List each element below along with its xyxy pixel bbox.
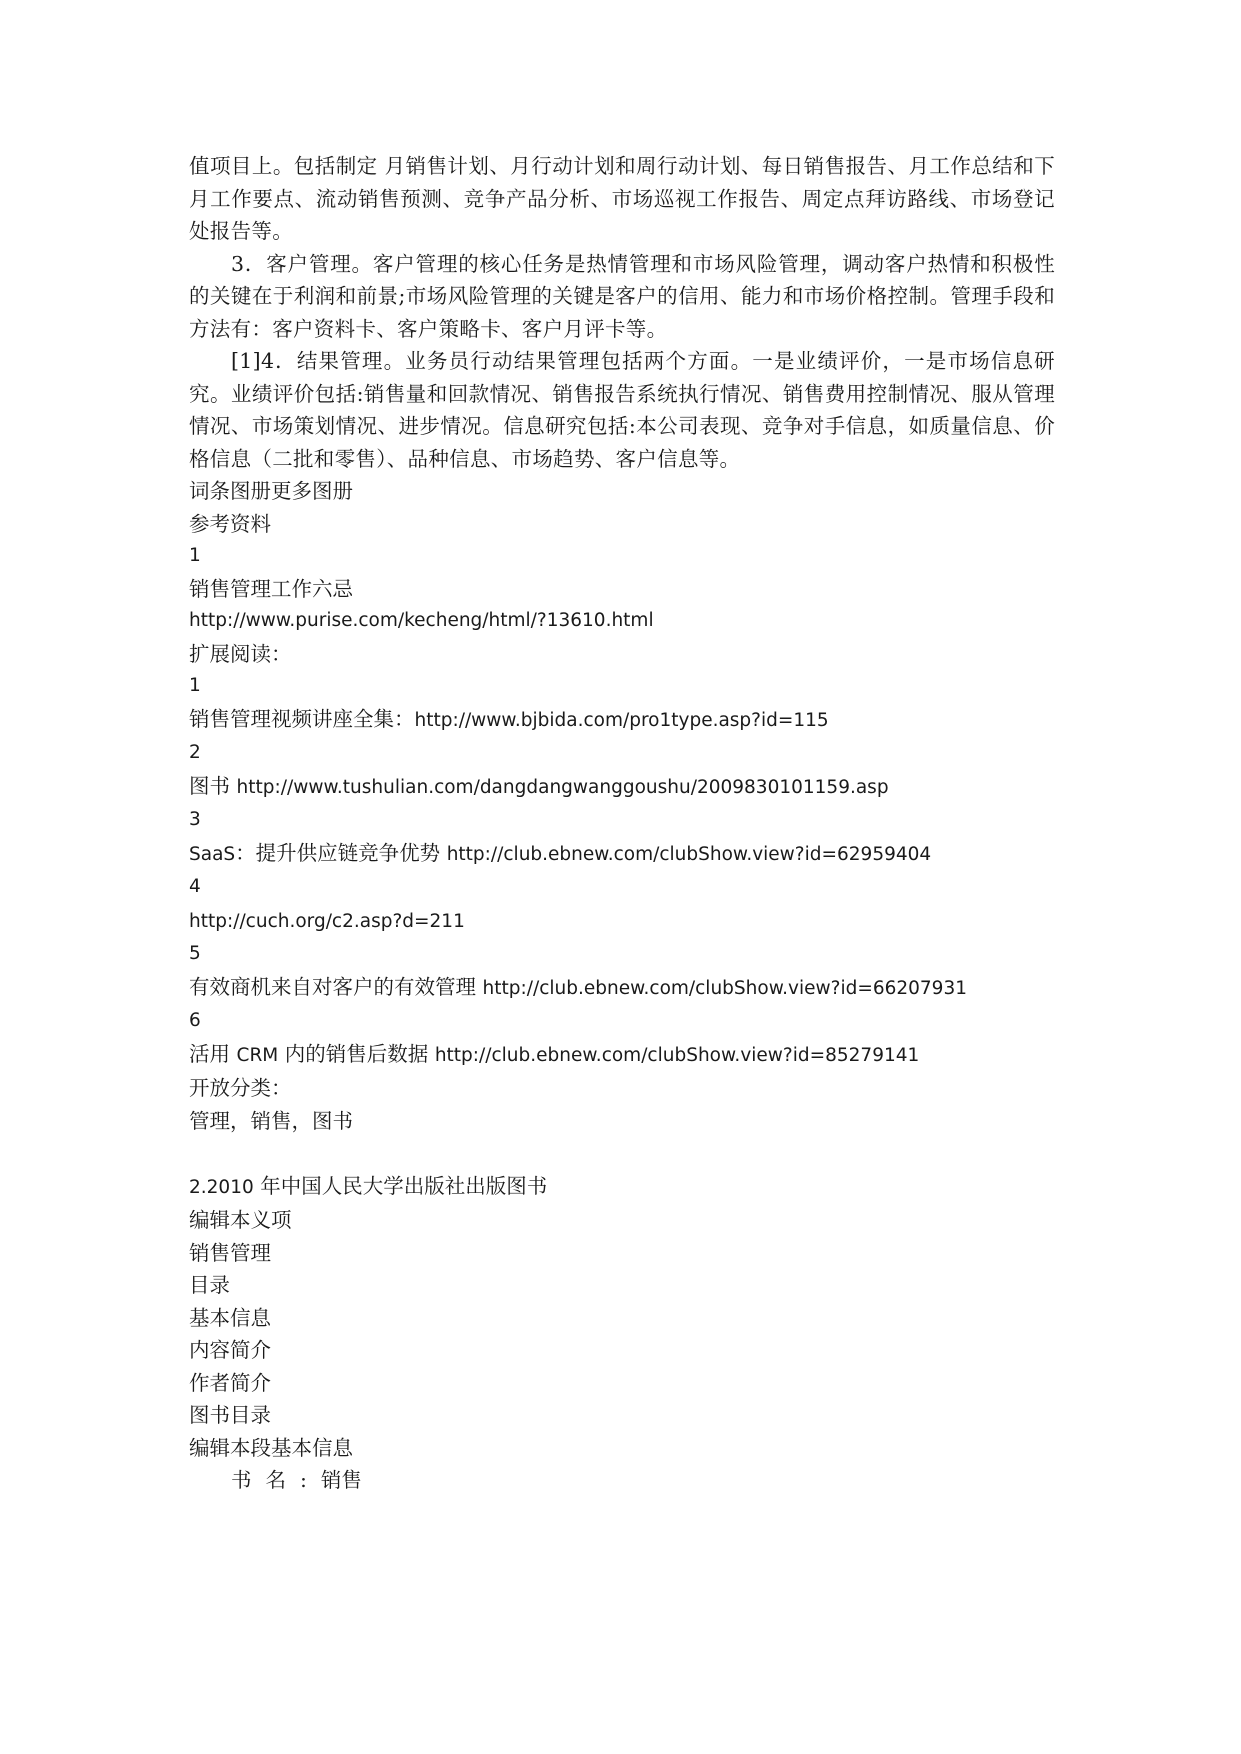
reference-title: 销售管理工作六忌 — [189, 576, 353, 601]
extended-item-number: 2 — [189, 742, 201, 763]
extended-item-label: ：提升供应链竞争优势 — [235, 840, 447, 865]
paragraph-result-management: [1]4．结果管理。业务员行动结果管理包括两个方面。一是业绩评价，一是市场信息研究。业绩评价包括:销售量和回款情况、销售报告系统执行情况、销售费用控制情况、服从管理情况、市场策划情况、进步情况。信息研究包括:本公司表现、竞争对手信息，如质量信息、价格信息（二批和零售）、品种信息、市场趋势、客户信息等。 — [189, 349, 1055, 471]
blank-line — [189, 1137, 1055, 1170]
toc-item-basic-info[interactable]: 基本信息 — [189, 1305, 271, 1330]
extended-item-url[interactable]: http://club.ebnew.com/clubShow.view?id=85279141 — [434, 1044, 920, 1066]
extended-item-url[interactable]: http://www.tushulian.com/dangdangwanggoushu/2009830101159.asp — [236, 776, 889, 798]
document-page — [189, 150, 1055, 1497]
extended-item-url[interactable]: http://club.ebnew.com/clubShow.view?id=62959404 — [446, 843, 932, 865]
toc-item-author[interactable]: 作者简介 — [189, 1370, 271, 1395]
extended-item-label-latin: CRM — [236, 1044, 279, 1066]
categories-value[interactable]: 管理，销售，图书 — [189, 1108, 353, 1133]
extended-item — [189, 971, 1055, 1006]
extended-item-number: 4 — [189, 876, 201, 897]
section-title — [189, 1170, 1055, 1205]
edit-item-link[interactable]: 编辑本义项 — [189, 1208, 292, 1232]
extended-item — [189, 837, 1055, 872]
extended-item-number: 5 — [189, 943, 201, 964]
reference-number: 1 — [189, 545, 201, 566]
book-name-label: 书名: — [231, 1468, 321, 1492]
extended-item-label: 图书 — [189, 773, 237, 798]
extended-item-label-latin: SaaS — [189, 843, 236, 865]
edit-section-link[interactable]: 编辑本段基本信息 — [189, 1435, 353, 1460]
extended-item-number: 1 — [189, 675, 201, 696]
book-name-value: 销售 — [320, 1468, 362, 1492]
paragraph-plan-management: 值项目上。包括制定 月销售计划、月行动计划和周行动计划、每日销售报告、月工作总结和下月工作要点、流动销售预测、竞争产品分析、市场巡视工作报告、周定点拜访路线、市场登记处报告等。 — [189, 154, 1055, 243]
toc-item-summary[interactable]: 内容简介 — [189, 1338, 271, 1362]
section-title-number: 2.2010 — [189, 1176, 254, 1198]
extended-item — [189, 1038, 1055, 1073]
extended-item-label: 有效商机来自对客户的有效管理 — [189, 974, 483, 999]
extended-item — [189, 904, 1055, 939]
extended-item-label: 活用 — [189, 1041, 237, 1066]
toc-heading: 目录 — [189, 1273, 230, 1297]
toc-item-contents[interactable]: 图书目录 — [189, 1403, 271, 1427]
extended-item — [189, 770, 1055, 805]
categories-heading: 开放分类： — [189, 1076, 292, 1100]
reference-url[interactable]: http://www.purise.com/kecheng/html/?13610.html — [189, 610, 654, 631]
references-heading: 参考资料 — [189, 511, 271, 536]
paragraph-customer-management: 3．客户管理。客户管理的核心任务是热情管理和市场风险管理，调动客户热情和积极性的关键在于利润和前景;市场风险管理的关键是客户的信用、能力和市场价格控制。管理手段和方法有：客户资料卡、客户策略卡、客户月评卡等。 — [189, 251, 1055, 341]
extended-item-url[interactable]: http://www.bjbida.com/pro1type.asp?id=115 — [414, 709, 829, 731]
subject-title: 销售管理 — [189, 1240, 271, 1265]
gallery-link[interactable]: 词条图册更多图册 — [189, 479, 353, 503]
extended-item-label: 销售管理视频讲座全集： — [189, 706, 415, 731]
extended-item-label: 内的销售后数据 — [278, 1041, 435, 1066]
section-title-text: 年中国人民大学出版社出版图书 — [253, 1173, 548, 1198]
book-name-field — [189, 1464, 1055, 1497]
extended-item-number: 6 — [189, 1010, 201, 1031]
extended-item-number: 3 — [189, 809, 201, 830]
extended-item-url[interactable]: http://cuch.org/c2.asp?d=211 — [189, 910, 465, 932]
extended-reading-heading: 扩展阅读： — [189, 641, 292, 666]
extended-item — [189, 703, 1055, 738]
extended-item-url[interactable]: http://club.ebnew.com/clubShow.view?id=66207931 — [482, 977, 967, 999]
